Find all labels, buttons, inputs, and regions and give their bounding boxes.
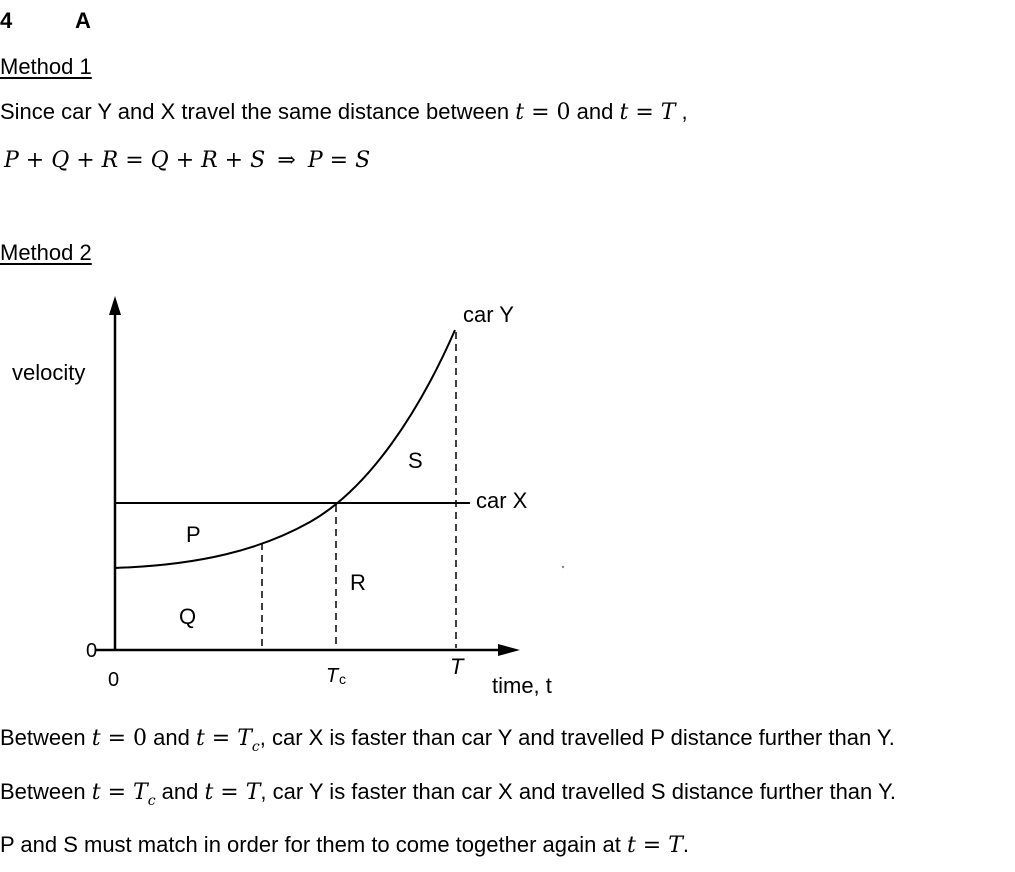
- answer-letter: A: [75, 8, 91, 33]
- x-axis-arrow: [498, 644, 520, 656]
- statement-text: Since car Y and X travel the same distance between: [0, 99, 516, 124]
- method2-heading: Method 2: [0, 240, 92, 265]
- method1-statement: Since car Y and X travel the same distance between t = 0 and t = T ,: [0, 99, 688, 125]
- equation-lhs: P + Q + R = Q + R + S: [4, 148, 266, 173]
- stray-dot: [562, 566, 564, 568]
- x-origin-label: 0: [108, 669, 120, 691]
- y-axis-arrow: [109, 296, 121, 315]
- x-axis-label: time, t: [492, 673, 552, 698]
- implies-symbol: ⇒: [277, 148, 296, 173]
- method1-heading: Method 1: [0, 54, 92, 79]
- tc-subscript: c: [339, 671, 346, 687]
- explanation-line-3: P and S must match in order for them to come together again at t = T.: [0, 832, 690, 858]
- explanation-line-1: Between t = 0 and $t = T_c$, car X is faster than car Y and travelled P distance further than Y.: [0, 725, 895, 755]
- region-q-label: Q: [179, 604, 197, 629]
- y-axis-label: velocity: [12, 360, 86, 385]
- region-r-label: R: [350, 570, 366, 595]
- y-origin-label: 0: [86, 640, 98, 662]
- question-number: 4: [0, 8, 13, 33]
- velocity-time-graph: [0, 290, 600, 700]
- var-t: t: [515, 100, 525, 125]
- region-p-label: P: [186, 522, 201, 547]
- car-y-curve: [115, 330, 455, 568]
- method1-equation: [4, 147, 370, 173]
- car-x-label: car X: [476, 488, 528, 513]
- region-s-label: S: [408, 448, 423, 473]
- equation-rhs: P = S: [307, 148, 371, 173]
- t-label: T: [450, 654, 464, 679]
- explanation-line-2: Between $t = T_c$ and t = T, car Y is faster than car X and travelled S distance further than Y.: [0, 779, 896, 809]
- car-y-label: car Y: [463, 302, 514, 327]
- tc-label: T: [326, 665, 339, 687]
